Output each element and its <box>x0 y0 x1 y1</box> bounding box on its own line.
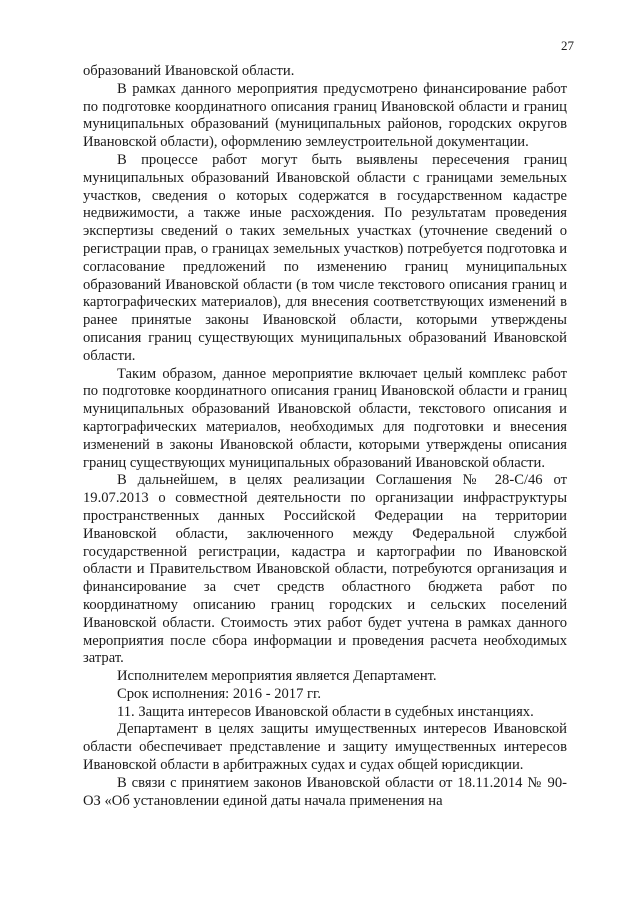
paragraph-5: В дальнейшем, в целях реализации Соглашения № 28-С/46 от 19.07.2013 о совместной деятельности по организации инфраструктуры пространственных данных Российской Федерации на территории Ивановской области, заключенного между Федеральной службой государственной регистрации, кадастра и картографии по Ивановской области и Правительством Ивановской области, потребуются организация и финансирование за счет средств областного бюджета работ по координатному описанию границ городских и сельских поселений Ивановской области. Стоимость этих работ будет учтена в рамках данного мероприятия после сбора информации и проведения расчета необходимых затрат. <box>83 472 567 667</box>
page-number: 27 <box>561 38 574 53</box>
section-heading-11: 11. Защита интересов Ивановской области в судебных инстанциях. <box>117 703 534 720</box>
paragraph-10: В связи с принятием законов Ивановской области от 18.11.2014 № 90-ОЗ «Об установлении единой даты начала применения на <box>83 774 567 809</box>
document-body <box>83 63 567 810</box>
paragraph-1: образований Ивановской области. <box>83 63 295 79</box>
paragraph-9: Департамент в целях защиты имущественных интересов Ивановской области обеспечивает представление и защиту имущественных интересов Ивановской области в арбитражных судах и судах общей юрисдикции. <box>83 721 567 774</box>
paragraph-2: В рамках данного мероприятия предусмотрено финансирование работ по подготовке координатного описания границ Ивановской области и границ муниципальных образований (муниципальных районов, городских округов Ивановской области), оформлению землеустроительной документации. <box>83 80 567 151</box>
paragraph-6: Исполнителем мероприятия является Департамент. <box>117 668 437 685</box>
paragraph-7: Срок исполнения: 2016 - 2017 гг. <box>117 685 322 702</box>
paragraph-4: Таким образом, данное мероприятие включает целый комплекс работ по подготовке координатного описания границ Ивановской области и границ муниципальных образований Ивановской области, текстового описания и картографических материалов, необходимых для подготовки и внесения изменений в законы Ивановской области, которыми утверждены описания границ существующих муниципальных образований Ивановской области. <box>83 365 567 471</box>
paragraph-3: В процессе работ могут быть выявлены пересечения границ муниципальных образований Ивановской области с границами земельных участков, сведения о которых содержатся в государственном кадастре недвижимости, а также иные расхождения. По результатам проведения экспертизы сведений о таких земельных участках (уточнение сведений о регистрации прав, о границах земельных участков) потребуется подготовка и согласование предложений по изменению границ муниципальных образований Ивановской области (в том числе текстового описания границ и картографических материалов), для внесения соответствующих изменений в ранее принятые законы Ивановской области, которыми утверждены описания границ существующих муниципальных образований Ивановской области. <box>83 151 567 364</box>
